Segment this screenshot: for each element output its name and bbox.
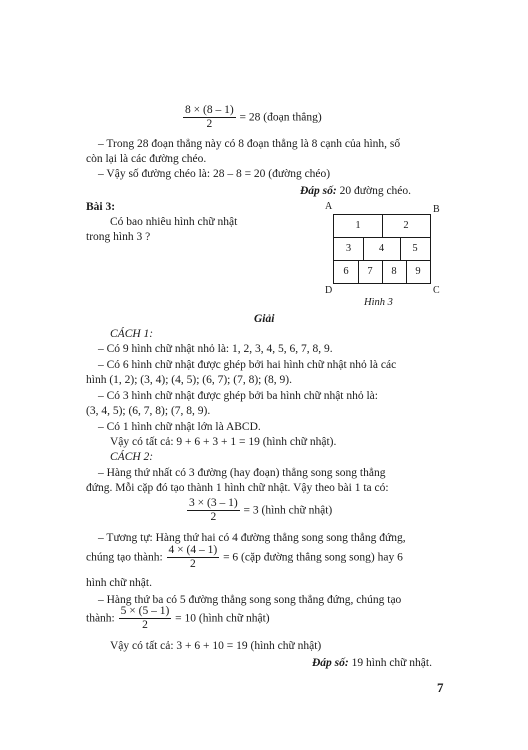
method-1-line: (3, 4, 5); (6, 7, 8); (7, 8, 9). — [86, 405, 211, 417]
corner-label-b: B — [433, 204, 440, 215]
method-1-line: hình (1, 2); (3, 4); (4, 5); (6, 7); (7, 8); (8, 9). — [86, 374, 293, 386]
fraction-denominator: 2 — [206, 118, 213, 131]
fraction — [119, 605, 172, 632]
method-1-line: – Có 1 hình chữ nhật lớn là ABCD. — [98, 421, 261, 433]
fraction-after-text: = 3 (hình chữ nhật) — [243, 504, 333, 517]
figure-cell: 7 — [367, 265, 373, 277]
solution-heading: Giải — [254, 313, 275, 325]
method-1-line: – Có 3 hình chữ nhật được ghép bởi ba hình chữ nhật nhỏ là: — [98, 390, 378, 402]
fraction-before-text: thành: — [86, 612, 115, 625]
exercise-title: Bài 3: — [86, 201, 116, 213]
fraction-result-28 — [182, 104, 322, 131]
answer-label: Đáp số: — [300, 185, 337, 197]
method-2-line: đứng. Mỗi cặp đó tạo thành 1 hình chữ nhật. Vậy theo bài 1 ta có: — [86, 482, 389, 494]
fraction-before-text: chúng tạo thành: — [86, 551, 163, 564]
question-line: Có bao nhiêu hình chữ nhật — [110, 216, 238, 228]
method-2-total: Vậy có tất cả: 3 + 6 + 10 = 19 (hình chữ nhật) — [110, 640, 322, 652]
fraction — [187, 497, 240, 524]
figure-cell: 1 — [355, 220, 361, 232]
method-2-line: – Hàng thứ ba có 5 đường thẳng song song thẳng đứng, chúng tạo — [98, 594, 402, 606]
method-1-label: CÁCH 1: — [110, 328, 154, 340]
figure-caption: Hình 3 — [364, 297, 393, 308]
answer-text: 20 đường chéo. — [336, 185, 412, 197]
fraction-numerator: 3 × (3 – 1) — [187, 497, 240, 511]
fraction-after-text: = 10 (hình chữ nhật) — [175, 612, 270, 625]
fraction-result-3 — [186, 497, 332, 524]
figure-cell: 4 — [378, 242, 385, 254]
fraction-after-text: = 6 (cặp đường thẳng song song) hay 6 — [223, 551, 403, 564]
paragraph-line: – Vậy số đường chéo là: 28 – 8 = 20 (đường chéo) — [98, 168, 331, 180]
fraction — [183, 104, 236, 131]
fraction-result-6 — [86, 544, 403, 571]
figure-cell: 5 — [412, 242, 418, 254]
answer-label: Đáp số: — [312, 657, 349, 669]
paragraph-line: – Trong 28 đoạn thẳng này có 8 đoạn thẳng là 8 cạnh của hình, số — [98, 138, 401, 150]
fraction-numerator: 4 × (4 – 1) — [167, 544, 220, 558]
corner-label-c: C — [433, 285, 440, 296]
fraction-numerator: 8 × (8 – 1) — [183, 104, 236, 118]
question-line: trong hình 3 ? — [86, 231, 151, 243]
corner-label-d: D — [325, 285, 333, 296]
paragraph-line: còn lại là các đường chéo. — [86, 153, 207, 165]
method-2-line: – Hàng thứ nhất có 3 đường (hay đoạn) thẳng song song thẳng — [98, 467, 386, 479]
rectangle-figure — [333, 214, 431, 284]
fraction — [167, 544, 220, 571]
fraction-denominator: 2 — [210, 511, 217, 524]
method-1-line: – Có 6 hình chữ nhật được ghép bởi hai hình chữ nhật nhỏ là các — [98, 359, 397, 371]
fraction-denominator: 2 — [142, 619, 148, 632]
figure-cell: 9 — [415, 265, 421, 277]
method-1-line: – Có 9 hình chữ nhật nhỏ là: 1, 2, 3, 4, 5, 6, 7, 8, 9. — [98, 343, 333, 355]
fraction-numerator: 5 × (5 – 1) — [119, 605, 172, 619]
fraction-result-10 — [86, 605, 270, 632]
corner-label-a: A — [325, 201, 333, 212]
figure-cell: 8 — [391, 265, 397, 277]
fraction-denominator: 2 — [189, 558, 196, 571]
answer-line — [300, 184, 411, 199]
method-2-line: – Tương tự: Hàng thứ hai có 4 đường thẳng song song thẳng đứng, — [98, 532, 406, 544]
fraction-after-text: = 28 (đoạn thẳng) — [239, 111, 322, 124]
method-2-line: hình chữ nhật. — [86, 577, 152, 589]
figure-cell: 3 — [345, 242, 352, 254]
page-number: 7 — [437, 680, 444, 695]
answer-text: 19 hình chữ nhật. — [348, 657, 432, 669]
answer-line — [312, 656, 432, 671]
figure-cell: 6 — [343, 265, 349, 277]
figure-cell: 2 — [403, 220, 409, 232]
method-2-label: CÁCH 2: — [110, 451, 154, 463]
method-1-total: Vậy có tất cả: 9 + 6 + 3 + 1 = 19 (hình chữ nhật). — [110, 436, 337, 448]
